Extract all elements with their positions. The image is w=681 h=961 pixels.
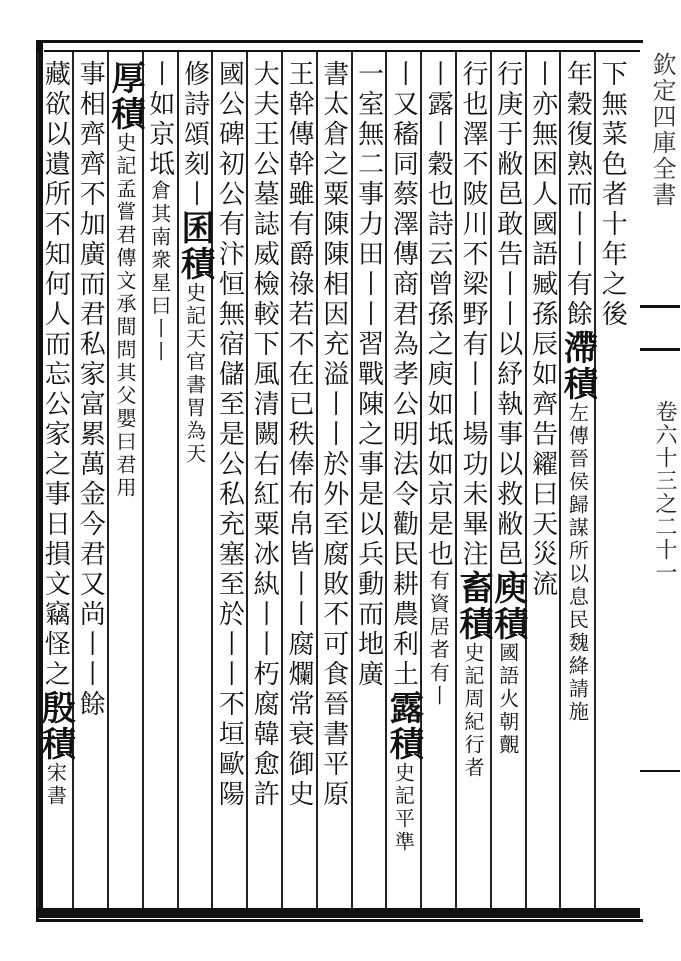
column-body: 行庚于敝邑敢告丨丨以紓執事以救敝邑 (492, 60, 523, 570)
text-column (421, 60, 455, 905)
column-body: 事相齊齊不加廣而君私家富累萬金今君又尚丨丨餘 (75, 60, 106, 720)
column-body: 丨露丨穀也詩云曾孫之庾如坻如京是也 (423, 60, 454, 570)
column-body: 年穀復熟而丨丨有餘 (562, 60, 593, 330)
column-body: 國公碑初公有汴恒無宿儲至是公私充塞至於丨丨不垣歐陽 (214, 60, 245, 810)
annotation: 有資居者有丨 (426, 570, 451, 708)
text-column (212, 60, 246, 905)
head-word: 厚積 (105, 60, 145, 132)
text-column (526, 60, 560, 905)
text-column (317, 60, 351, 905)
text-column (105, 60, 145, 905)
text-column (247, 60, 281, 905)
annotation: 史記孟嘗君傳文承間問其父嬰曰君用 (113, 132, 137, 500)
annotation: 宋書 (43, 762, 68, 808)
frame-top-rule (44, 50, 640, 52)
column-body: 書太倉之粟陳陳相因充溢丨丨於外至腐敗不可食晉書平原 (318, 60, 349, 810)
head-word: 畜積 (453, 570, 493, 642)
text-column (595, 60, 629, 905)
text-column (143, 60, 177, 905)
column-body: 行也澤不陂川不梁野有丨丨場功未畢注 (458, 60, 488, 570)
margin-heading: 欽定四庫全書 (648, 52, 676, 208)
head-word: 庾積 (487, 570, 528, 642)
annotation: 倉其南衆星曰丨丨 (147, 180, 172, 364)
annotation: 國語火朝覿 (495, 642, 520, 757)
juan-label: 卷六十三之二十一 (652, 400, 677, 584)
head-word: 囷積 (174, 210, 215, 282)
text-column (282, 60, 316, 905)
column-body: 王幹傳幹雖有爵祿若不在已秩俸布帛皆丨丨腐爛常衰御史 (284, 60, 314, 810)
text-column (383, 60, 424, 905)
text-column (557, 60, 598, 905)
annotation: 史記天官書胃為天 (182, 282, 207, 466)
column-body: 修詩頌刻丨 (179, 60, 210, 210)
annotation: 史記平準 (391, 762, 416, 854)
column-body: 一室無二事力田丨丨習戰陳之事是以兵動而地廣 (353, 60, 384, 690)
annotation: 史記周紀行者 (461, 642, 485, 780)
margin-rule (640, 770, 680, 772)
column-body: 藏欲以遺所不知何人而忘公家之事日損文竊怪之 (40, 60, 71, 690)
annotation: 左傳晉侯歸謀所以息民魏絳請施 (565, 402, 590, 724)
column-body: 丨又稸同蔡澤傳商君為孝公明法令勸民耕農利土 (388, 60, 419, 690)
head-word: 滯積 (557, 330, 598, 402)
column-body: 丨亦無困人國語臧孫辰如齊告糴曰天災流 (527, 60, 558, 600)
text-column (35, 60, 76, 905)
column-body: 下無菜色者十年之後 (597, 60, 628, 330)
text-column (453, 60, 493, 905)
text-column (487, 60, 528, 905)
head-word: 露積 (383, 690, 424, 762)
text-column (352, 60, 386, 905)
column-body: 大夫王公墓誌威檢較下風清闕右紅粟冰紈丨丨朽腐韓愈許 (249, 60, 280, 810)
head-word: 殷積 (35, 690, 76, 762)
fishtail-mark (640, 305, 680, 351)
text-column (174, 60, 215, 905)
column-body: 丨如京坻 (144, 60, 175, 180)
frame-bottom-border (36, 908, 640, 918)
text-column (73, 60, 107, 905)
